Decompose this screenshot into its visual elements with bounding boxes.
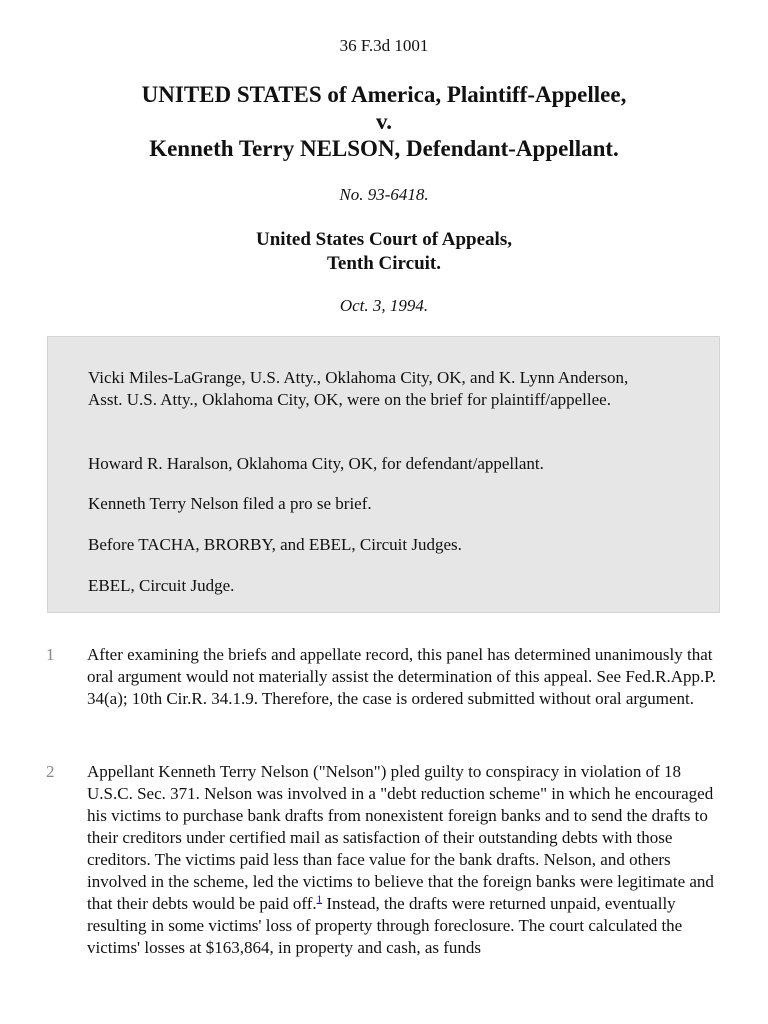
paragraph-text-part: Appellant Kenneth Terry Nelson ("Nelson") pled guilty to conspiracy in violation of 18 U.S.C. Sec. 371. Nelson was involved in a "debt reduction scheme" in which he encouraged his victims to purchase bank drafts from nonexistent foreign banks and to send the drafts to their creditors under certified mail as satisfaction of their outstanding debts with those creditors. The victims paid less than face value for the bank drafts. Nelson, and others involved in the scheme, led the victims to believe that the foreign banks were legitimate and that their debts would be paid off. [87, 762, 714, 913]
court-name-line2: Tenth Circuit. [326, 253, 442, 274]
counsel-panel [47, 336, 720, 613]
docket-number: No. 93-6418. [339, 185, 429, 204]
paragraph-number: 2 [46, 762, 55, 781]
paragraph-text: After examining the briefs and appellate record, this panel has determined unanimously that oral argument would not materially assist the determination of this appeal. See Fed.R.App.P. 34(a); 10th Cir.R. 34.1.9. Therefore, the case is ordered submitted without oral argument. [87, 645, 717, 708]
plaintiff-counsel: Vicki Miles-LaGrange, U.S. Atty., Oklahoma City, OK, and K. Lynn Anderson, Asst. U.S. Atty., Oklahoma City, OK, were on the brief for plaintiff/appellee. [88, 368, 629, 409]
defendant-counsel: Howard R. Haralson, Oklahoma City, OK, for defendant/appellant. [88, 454, 544, 473]
footnote-link[interactable]: 1 [316, 893, 323, 906]
case-title-versus: v. [376, 109, 392, 134]
paragraph-text-part: Instead, the drafts were returned unpaid, eventually resulting in some victims' loss of property through foreclosure. The court calculated the victims' losses at $163,864, in property and cash, as funds [87, 894, 683, 957]
pro-se-brief: Kenneth Terry Nelson filed a pro se brief. [88, 494, 372, 513]
court-name [0, 228, 768, 276]
case-title-plaintiff: UNITED STATES of America, Plaintiff-Appellee, [141, 82, 627, 107]
court-name-line1: United States Court of Appeals, [256, 229, 512, 250]
case-title [0, 81, 768, 162]
paragraph-number: 1 [46, 645, 55, 664]
opinion-author: EBEL, Circuit Judge. [88, 576, 235, 595]
case-title-defendant: Kenneth Terry NELSON, Defendant-Appellant. [149, 136, 619, 161]
case-citation: 36 F.3d 1001 [339, 36, 429, 55]
judges-panel: Before TACHA, BRORBY, and EBEL, Circuit Judges. [88, 535, 462, 554]
decision-date: Oct. 3, 1994. [339, 296, 429, 315]
paragraph-text [87, 761, 727, 959]
